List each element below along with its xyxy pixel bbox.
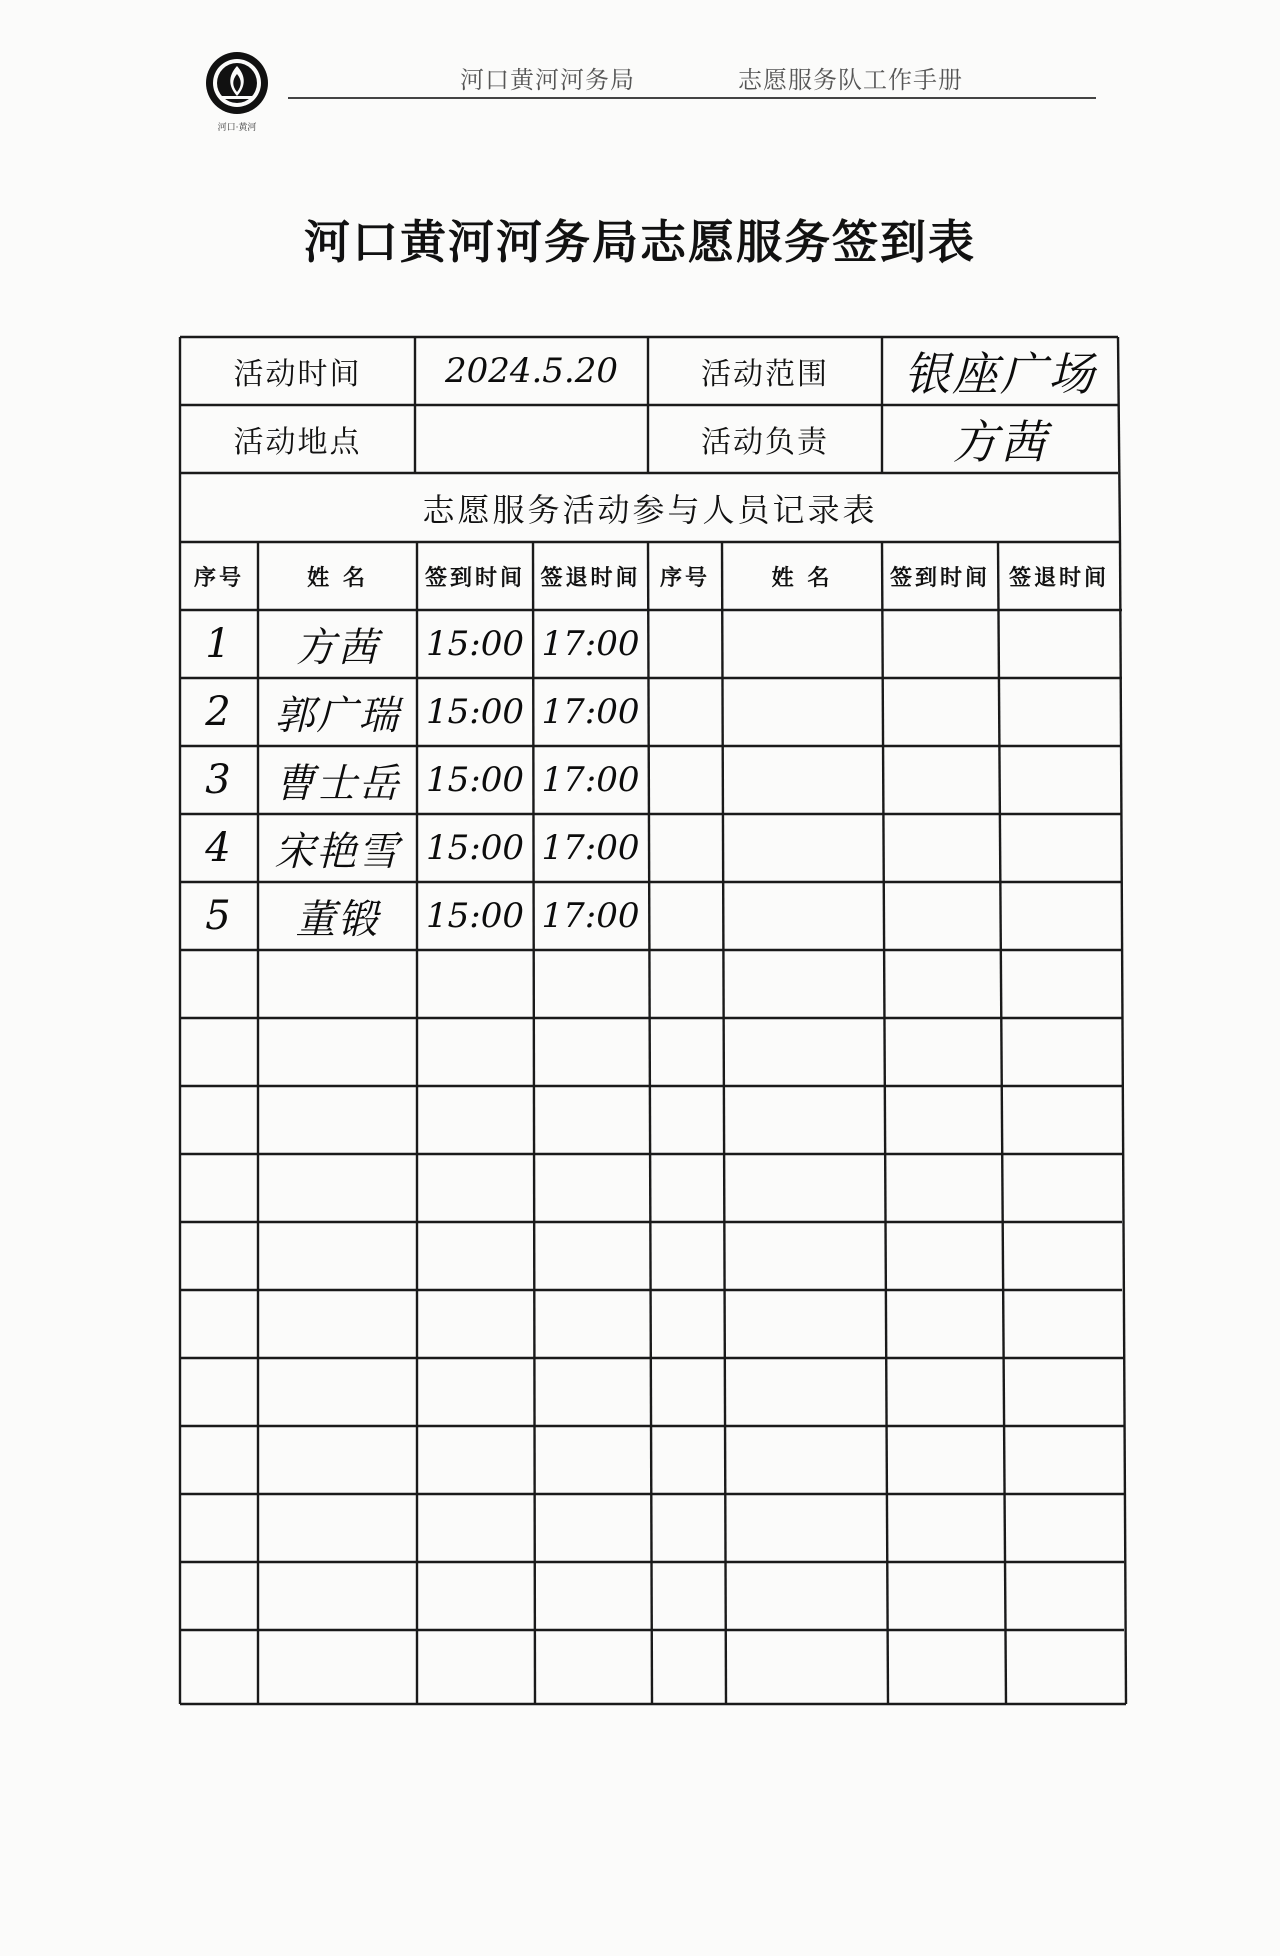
activity-scope-label: 活动范围	[701, 357, 829, 392]
row-1-signout: 17:00	[541, 624, 640, 664]
row-5-signout: 17:00	[541, 896, 640, 936]
row-2-signin: 15:00	[426, 692, 524, 732]
row-1-no: 1	[205, 621, 233, 667]
row-5-signin: 15:00	[426, 896, 524, 936]
row-4-no: 4	[205, 825, 233, 871]
col-header-no-left: 序号	[193, 565, 244, 591]
activity-time-label: 活动时间	[233, 357, 362, 392]
row-3-signout: 17:00	[541, 760, 640, 800]
col-header-signout-left: 签退时间	[540, 565, 641, 591]
row-4-signout: 17:00	[541, 828, 640, 868]
row-2-name: 郭广瑞	[274, 692, 401, 739]
col-header-no-right: 序号	[659, 565, 710, 591]
activity-lead-label: 活动负责	[701, 425, 829, 460]
row-1-signin: 15:00	[426, 624, 524, 664]
row-3-no: 3	[205, 757, 233, 803]
activity-lead-value: 方茜	[952, 415, 1048, 469]
row-4-name: 宋艳雪	[274, 828, 401, 875]
header-manual-title: 志愿服务队工作手册	[738, 66, 963, 94]
header-organization: 河口黄河河务局	[460, 66, 635, 94]
row-4-signin: 15:00	[426, 828, 524, 868]
row-3-signin: 15:00	[426, 760, 524, 800]
row-5-name: 董锻	[295, 896, 380, 943]
activity-place-label: 活动地点	[233, 425, 362, 460]
activity-place-value	[415, 405, 648, 473]
logo-caption: 河口·黄河	[217, 123, 257, 133]
col-header-name-right: 姓 名	[771, 565, 833, 591]
row-3-name: 曹士岳	[274, 760, 401, 807]
row-2-signout: 17:00	[541, 692, 640, 732]
row-2-no: 2	[205, 689, 233, 735]
row-1-name: 方茜	[295, 624, 380, 671]
activity-scope-value: 银座广场	[904, 347, 1096, 401]
col-header-signin-right: 签到时间	[889, 565, 990, 591]
record-table-title: 志愿服务活动参与人员记录表	[422, 490, 878, 529]
col-header-name-left: 姓 名	[307, 565, 368, 591]
row-5-no: 5	[205, 893, 233, 939]
col-header-signout-right: 签退时间	[1008, 565, 1109, 591]
col-header-signin-left: 签到时间	[424, 565, 525, 591]
activity-time-value: 2024.5.20	[444, 351, 619, 391]
page-title: 河口黄河河务局志愿服务签到表	[304, 215, 976, 269]
